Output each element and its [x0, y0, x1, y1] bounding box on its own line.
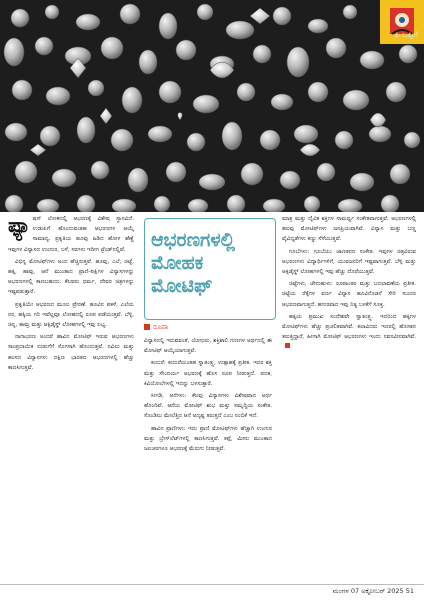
drop-cap: ಫ್ಯಾ: [8, 214, 31, 237]
paragraph: ಪ್ರಕೃತಿಯೇ ಆಭರಣದ ಮೂಲ ಪ್ರೇರಣೆ. ಹೂವಿನ ಪಕಳೆ, ಎಲೆಯ ನರ, ಹಕ್ಕಿಯ ಗರಿ ಇವೆಲ್ಲವೂ ಲೋಹದಲ್ಲಿ ರೂಪ ಪಡೆಯುತ್ತವೆ. ಬೆಳ್ಳಿ, ಚಿನ್ನ, ತಾಮ್ರ ಮತ್ತು ಆಕ್ಸಿಡೈಸ್ಡ್ ಲೋಹಗಳಲ್ಲಿ ಇವು ಲಭ್ಯ.: [8, 301, 134, 329]
page-footer: [0, 584, 424, 601]
author-name: ರೂಪಾ: [153, 323, 169, 331]
charms-illustration: [0, 0, 424, 212]
paragraph: ವಿನ್ಯಾಸದಲ್ಲಿ ಇರುವವಂತೆ, ಯೋಧರು, ಶಕ್ತಿಶಾಲಿ ಗುಣಗಳ ಅರ್ಥದಲ್ಲಿ ಈ ಮೋಟಿಫ್ ಆಯ್ಕೆಯಾಗುತ್ತವೆ.: [144, 338, 272, 355]
end-mark-icon: [285, 343, 290, 348]
article-column-2: [144, 336, 272, 574]
paragraph: [282, 312, 416, 353]
article-column-1: [8, 214, 134, 574]
paragraph: ನಾಗಾಭರಣ ಅಂದರೆ ಹಾವಿನ ಮೋಟಿಫ್ ಇರುವ ಆಭರಣಗಳು ಸಾಂಪ್ರದಾಯಿಕ ಉಡುಗೆಗೆ ಸೊಗಸಾಗಿ ಹೊಂದುತ್ತವೆ. ನವಿಲು ಮತ್ತು ಹಂಸದ ವಿನ್ಯಾಸಗಳು ದಕ್ಷಿಣ ಭಾರತದ ಆಭರಣಗಳಲ್ಲಿ ಹೆಚ್ಚು ಕಾಣಸಿಗುತ್ತವೆ.: [8, 334, 134, 371]
paragraph: ಚಿಟ್ಟೆಗಳು, ಜೇನುಹುಳು: ರೂಪಾಂತರ ಮತ್ತು ಬದಲಾವಣೆಯ ಪ್ರತೀಕ. ಚಿಟ್ಟೆಯ ರೆಕ್ಕೆಗಳ ವರ್ಣ ವಿನ್ಯಾಸ ಹೂವಿನೊಡನೆ ಸೇರಿ ಸುಂದರ ಆಭರಣವಾಗುತ್ತದೆ. ಹಗುರವಾದ ಇವು ನಿತ್ಯ ಬಳಕೆಗೆ ಸೂಕ್ತ.: [282, 281, 416, 308]
paragraph: ಷನ್ ಲೋಕದಲ್ಲಿ ಆಭರಣಕ್ಕೆ ವಿಶೇಷ ಸ್ಥಾನವಿದೆ. ಉಡುಪಿಗೆ ಹೊಂದುವಂತಹ ಆಭರಣಗಳ ಆಯ್ಕೆ ಸಾಮಾನ್ಯ. ಪ್ರಕೃತಿಯ ಹೂವು ಹಿಡಿದ ಹೋಳ ಹೆಣ್ಣೆ ಇವುಗಳ ವಿನ್ಯಾಸದ ಉಂಗುರ, ಬಳೆ, ಸರಗಳು ಇದೀಗ ಟ್ರೆಂಡ್‌ನಲ್ಲಿವೆ.: [8, 216, 134, 253]
brand-text: ಪಿ ಒಪ್ಪಿಗೆ: [394, 30, 418, 39]
paragraph: ಹಾವಿನ ಪ್ರಾಣಿಗಳು: ಇದು ಪ್ರಾಣಿ ಮೋಟಿಫ್‌ಗಳು ಹೆಚ್ಚಾಗಿ ಉಂಗುರ ಮತ್ತು ಬ್ರೇಸ್‌ಲೆಟ್‌ಗಳಲ್ಲಿ ಕಾಣಸಿಗುತ್ತವೆ. ಕಪ್ಪೆ, ಮೀನು ಮುಂತಾದ ಜಲಚರಗಳೂ ಆಭರಣಕ್ಕೆ ಮೆರುಗು ನೀಡುತ್ತವೆ.: [144, 425, 272, 453]
byline: [144, 323, 168, 332]
title-box: [144, 218, 276, 320]
paragraph-text: ಹಕ್ಕಿಯ ಪ್ರಮುಖ ಸಂದೇಶವೇ ಸ್ವಾತಂತ್ರ್ಯ. ಇದರಿಂದ ಹಕ್ಕಿಗಳ ಮೋಟಿಫ್‌ಗಳು ಹೆಚ್ಚು ಪ್ರಚಲಿತವಾಗಿವೆ. ಕಲಾವಿದರು ಇದರಲ್ಲಿ ಹೊಸತನ ತರುತ್ತಿದ್ದಾರೆ, ಹೀಗಾಗಿ ಮೋಟಿಫ್ ಆಭರಣಗಳು ಇಂದು ನವನವೀನವಾಗಿವೆ.: [282, 313, 416, 341]
paragraph: ಕುದುರೆ: ಕುದುರೆಯಂತಹ ಸ್ವಾತಂತ್ರ್ಯ, ಉತ್ಸಾಹಕ್ಕೆ ಪ್ರತೀಕ. ಇದರ ಶಕ್ತಿ ಮತ್ತು ಸೌಂದರ್ಯ ಆಭರಣಕ್ಕೆ ಹೊಸ ರೂಪ ನೀಡುತ್ತದೆ. ಪದಕ, ಕಿವಿಯೋಲೆಗಳಲ್ಲಿ ಇದನ್ನು ಬಳಸುತ್ತಾರೆ.: [144, 360, 272, 387]
footer-text: ಮಂಗಳ 07 ಅಕ್ಟೋಬರ್ 2025 51: [332, 587, 414, 595]
paragraph: ಸೀಗಡಿ, ಆನೆಗಳು: ಕೆಲವು ವಿನ್ಯಾಸಗಳು ವಿಶೇಷವಾದ ಅರ್ಥ ಹೊಂದಿವೆ. ಆನೆಯ ಮೋಟಿಫ್ ಶುಭ ಮತ್ತು ಸಮೃದ್ಧಿಯ ಸಂಕೇತ. ಸೊಂಡಿಲು ಮೇಲೆತ್ತಿದ ಆನೆ ಅದೃಷ್ಟ ತರುತ್ತದೆ ಎಂಬ ನಂಬಿಕೆ ಇದೆ.: [144, 393, 272, 420]
paragraph: ವಿಭಿನ್ನ ಮೋಟಿಫ್‌ಗಳು ಅಂದ ಹೆಚ್ಚಿಸುತ್ತವೆ. ಹೂವು, ಎಲೆ, ಚಿಟ್ಟೆ, ಹಕ್ಕಿ, ಹಾವು, ಆನೆ ಮುಂತಾದ ಪ್ರಾಣಿ-ಪಕ್ಷಿಗಳ ವಿನ್ಯಾಸಗಳನ್ನು ಆಭರಣಗಳಲ್ಲಿ ಕಾಣಬಹುದು. ಕೆಲವರು ಧರ್ಮ, ದೇವರ ಚಿತ್ರಗಳನ್ನು ಇಷ್ಟಪಡುತ್ತಾರೆ.: [8, 258, 134, 296]
byline-square-icon: [144, 324, 150, 330]
article-title: ಆಭರಣಗಳಲ್ಲಿ ಮೋಹಕ ಮೋಟಿಫ್: [151, 229, 235, 297]
article-column-3: [282, 214, 416, 574]
paragraph: ಗೂಬೆಗಳು: ಗೂಬೆಯು ಜಾಣತನದ ಸಂಕೇತ. ಇವುಗಳ ಚಿತ್ರವಿರುವ ಆಭರಣಗಳು ವಿದ್ಯಾರ್ಥಿಗಳಿಗೆ, ಯುವಜನರಿಗೆ ಇಷ್ಟವಾಗುತ್ತವೆ. ಬೆಳ್ಳಿ ಮತ್ತು ಆಕ್ಸಿಡೈಸ್ಡ್ ಲೋಹಗಳಲ್ಲಿ ಇವು ಹೆಚ್ಚು ದೊರೆಯುತ್ತವೆ.: [282, 248, 416, 276]
jewelry-charms-photo: [0, 0, 424, 212]
paragraph: ಮಾತ್ರ ಮತ್ತು ದೈವಿಕ ಶಕ್ತಿಗಳ ಸಾಮರ್ಥ್ಯ ಸಂಕೇತವಾಗುತ್ತವೆ. ಆಭರಣಗಳಲ್ಲಿ ಹಲವು ಮೋಟಿಫ್‌ಗಳು ಜನಪ್ರಿಯವಾಗಿವೆ. ವಿನ್ಯಾಸ ಮತ್ತು ಬಣ್ಣ ವೈವಿಧ್ಯತೆಗಳು ಕಣ್ಣು ಸೆಳೆಯುತ್ತವೆ.: [282, 216, 416, 243]
